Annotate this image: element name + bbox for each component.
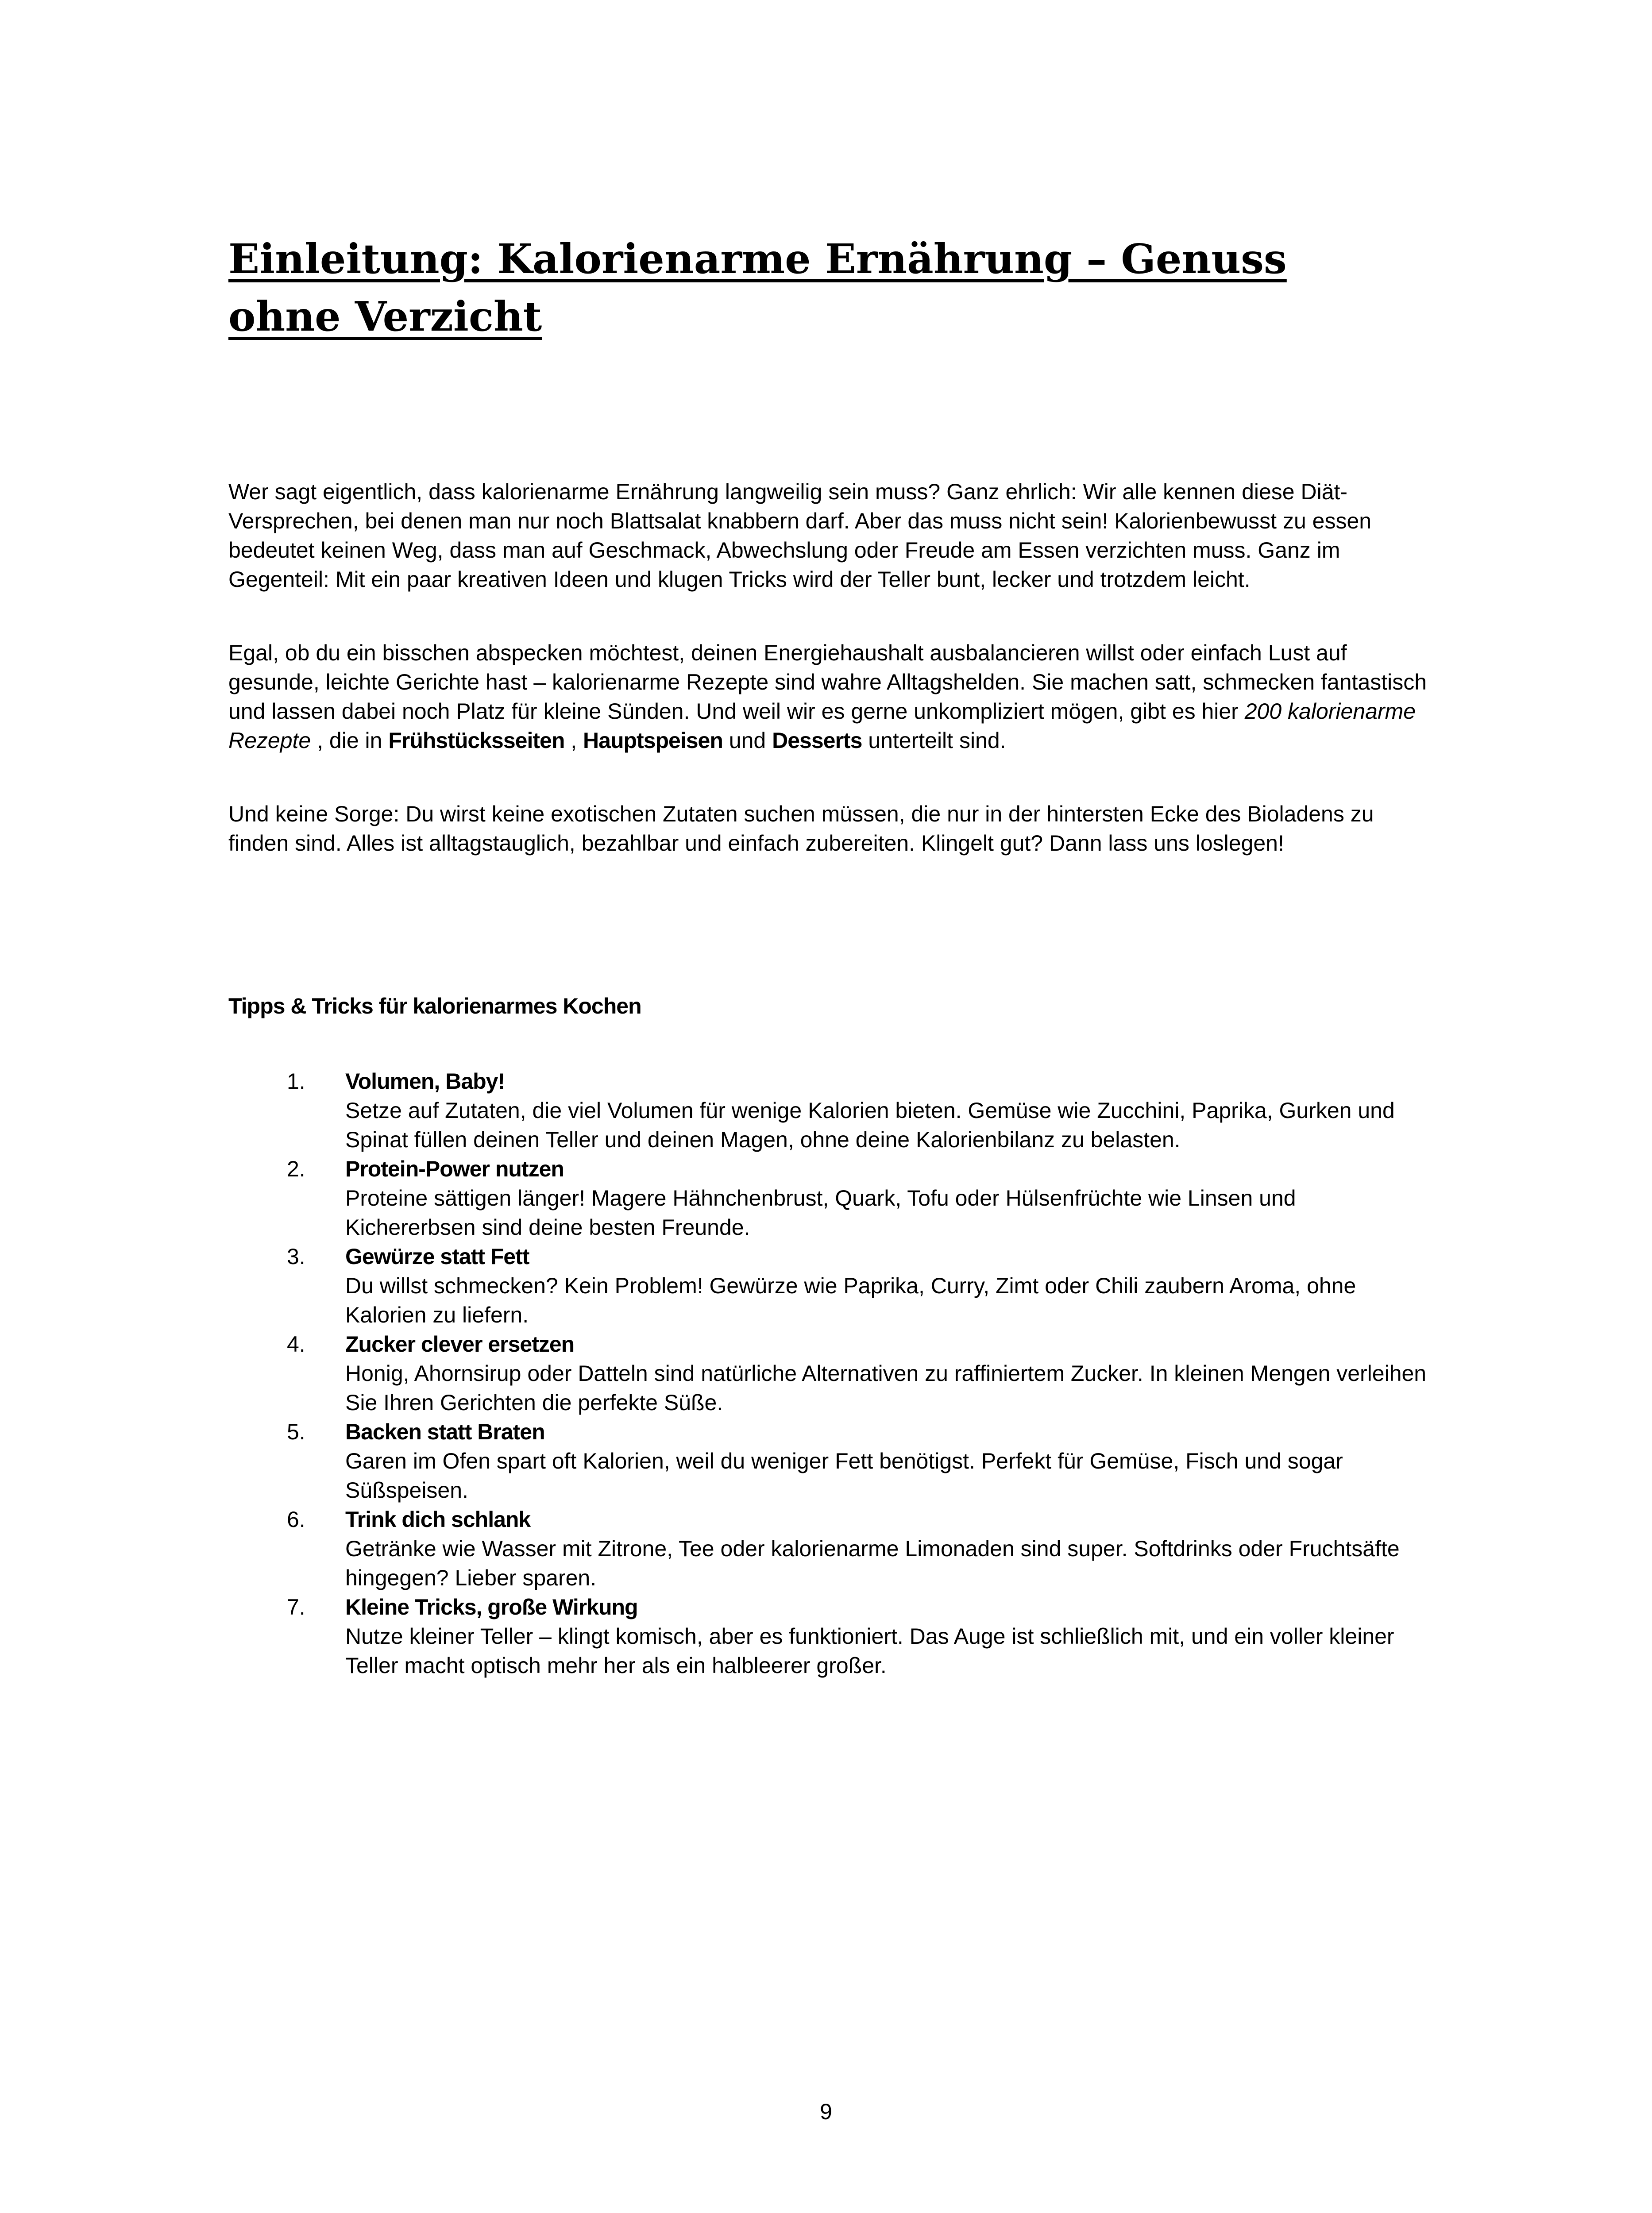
tip-text: Garen im Ofen spart oft Kalorien, weil du weniger Fett benötigst. Perfekt für Gemüse, Fisch und sogar Süßspeisen.: [345, 1449, 1343, 1503]
tip-number: 3.: [287, 1244, 305, 1269]
tip-text: Getränke wie Wasser mit Zitrone, Tee oder kalorienarme Limonaden sind super. Softdrinks oder Fruchtsäfte hingegen? Lieber sparen.: [345, 1536, 1400, 1590]
tip-title: Zucker clever ersetzen: [345, 1332, 575, 1357]
category-main-dishes: Hauptspeisen: [583, 728, 723, 753]
tip-title: Protein-Power nutzen: [345, 1157, 564, 1181]
page-content: [228, 230, 1432, 1680]
category-desserts: Desserts: [772, 728, 862, 753]
tip-title: Trink dich schlank: [345, 1507, 531, 1532]
recipes-paragraph-text: ,: [564, 728, 583, 753]
tip-title: Volumen, Baby!: [345, 1069, 505, 1094]
tip-item: [228, 1330, 1432, 1417]
recipes-paragraph-text: , die in: [311, 728, 389, 753]
tip-text: Setze auf Zutaten, die viel Volumen für wenige Kalorien bieten. Gemüse wie Zucchini, Paprika, Gurken und Spinat füllen deinen Teller und deinen Magen, ohne deine Kalorienbilanz zu belasten.: [345, 1098, 1395, 1152]
recipe-count-emphasis: 200 kalorienarme Rezepte: [228, 699, 1416, 753]
tip-text: Honig, Ahornsirup oder Datteln sind natürliche Alternativen zu raffiniertem Zucker. In kleinen Mengen verleihen Sie Ihren Gerichten die perfekte Süße.: [345, 1361, 1427, 1415]
recipes-paragraph: [228, 638, 1432, 755]
tip-text: Du willst schmecken? Kein Problem! Gewürze wie Paprika, Curry, Zimt oder Chili zaubern Aroma, ohne Kalorien zu liefern.: [345, 1273, 1356, 1327]
tip-item: [228, 1417, 1432, 1505]
tip-number: 1.: [287, 1069, 305, 1094]
tip-title: Gewürze statt Fett: [345, 1244, 529, 1269]
tip-number: 5.: [287, 1419, 305, 1444]
tip-item: [228, 1592, 1432, 1680]
category-breakfast: Frühstücksseiten: [388, 728, 565, 753]
tip-item: [228, 1505, 1432, 1592]
tip-number: 7.: [287, 1595, 305, 1619]
tip-item: [228, 1242, 1432, 1330]
tip-number: 6.: [287, 1507, 305, 1532]
tips-heading: Tipps & Tricks für kalorienarmes Kochen: [228, 994, 641, 1018]
tip-number: 2.: [287, 1157, 305, 1181]
page-title: Einleitung: Kalorienarme Ernährung – Genuss ohne Verzicht: [228, 235, 1287, 340]
tip-text: Proteine sättigen länger! Magere Hähnchenbrust, Quark, Tofu oder Hülsenfrüchte wie Linsen und Kichererbsen sind deine besten Freunde.: [345, 1186, 1296, 1240]
recipes-paragraph-text: unterteilt sind.: [862, 728, 1006, 753]
tip-text: Nutze kleiner Teller – klingt komisch, aber es funktioniert. Das Auge ist schließlich mit, und ein voller kleiner Teller macht optisch mehr her als ein halbleerer großer.: [345, 1624, 1394, 1678]
tip-item: [228, 1067, 1432, 1154]
tip-title: Kleine Tricks, große Wirkung: [345, 1595, 638, 1619]
closing-paragraph: Und keine Sorge: Du wirst keine exotischen Zutaten suchen müssen, die nur in der hintersten Ecke des Bioladens zu finden sind. Alles ist alltagstauglich, bezahlbar und einfach zubereiten. Klingelt gut? Dann lass uns loslegen!: [228, 802, 1374, 856]
page-number: 9: [820, 2099, 832, 2124]
tips-list: [228, 1067, 1432, 1680]
tip-title: Backen statt Braten: [345, 1419, 545, 1444]
tip-number: 4.: [287, 1332, 305, 1357]
intro-paragraph: Wer sagt eigentlich, dass kalorienarme Ernährung langweilig sein muss? Ganz ehrlich: Wir alle kennen diese Diät-Versprechen, bei denen man nur noch Blattsalat knabbern darf. Aber das muss nicht sein! Kalorienbewusst zu essen bedeutet keinen Weg, dass man auf Geschmack, Abwechslung oder Freude am Essen verzichten muss. Ganz im Gegenteil: Mit ein paar kreativen Ideen und klugen Tricks wird der Teller bunt, lecker und trotzdem leicht.: [228, 479, 1372, 592]
recipes-paragraph-text: und: [722, 728, 772, 753]
recipes-paragraph-text: Egal, ob du ein bisschen abspecken möchtest, deinen Energiehaushalt ausbalancieren willst oder einfach Lust auf gesunde, leichte Gerichte hast – kalorienarme Rezepte sind wahre Alltagshelden. Sie machen satt, schmecken fantastisch und lassen dabei noch Platz für kleine Sünden. Und weil wir es gerne unkompliziert mögen, gibt es hier: [228, 640, 1427, 724]
tip-item: [228, 1154, 1432, 1242]
